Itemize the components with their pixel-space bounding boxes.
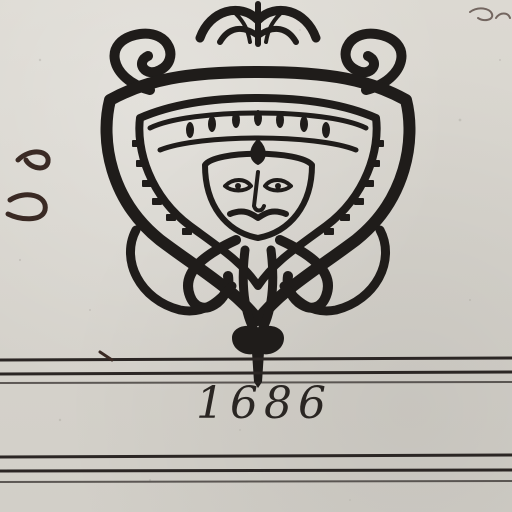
imprint-year: 1686 bbox=[196, 378, 332, 429]
